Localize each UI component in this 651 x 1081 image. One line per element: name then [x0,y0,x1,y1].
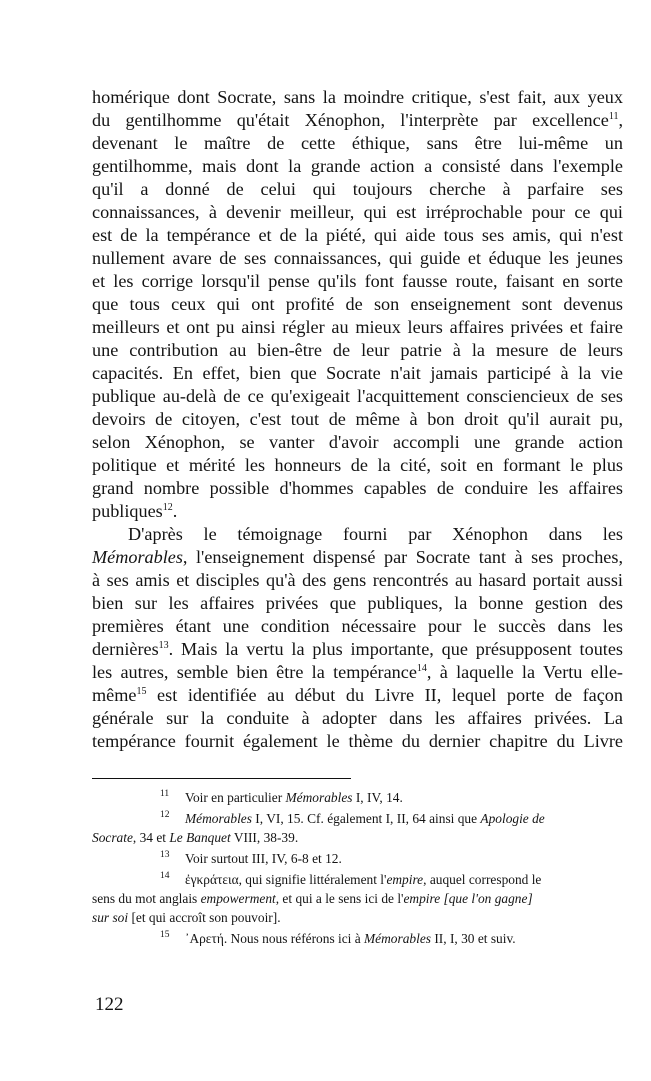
body-line: homérique dont Socrate, sans la moindre critique, s'est fait, aux yeux [92,87,623,107]
body-text [92,86,623,753]
footnote-ref-13[interactable]: 13 [158,640,169,651]
footnote-line: 15 ᾿Αρετή. Nous nous référons ici à Mémorables II, I, 30 et suiv. [92,929,623,948]
body-line: grand nombre possible d'hommes capables de conduire les affaires [92,478,623,498]
footnote-12 [92,809,623,847]
body-line: une contribution au bien-être de leur patrie à la mesure de leurs [92,340,623,360]
footnote-number: 12 [160,810,170,820]
footnote-line: 13 Voir surtout III, IV, 6-8 et 12. [92,849,623,868]
body-line: devenant le maître de cette éthique, sans être lui-même un [92,133,623,153]
paragraph-1 [92,86,623,523]
body-line: du gentilhomme qu'était Xénophon, l'interprète par excellence$^{11}$, [92,110,623,130]
footnote-line: 12 Mémorables I, VI, 15. Cf. également I, II, 64 ainsi que Apologie de [92,809,623,828]
footnote-line: sur soi [et qui accroît son pouvoir]. [92,910,281,925]
body-line: Mémorables, l'enseignement dispensé par Socrate tant à ses proches, [92,547,623,567]
footnotes [92,788,623,950]
paragraph-2 [92,523,623,753]
body-line: et les corrige lorsqu'il pense qu'ils font fausse route, faisant en sorte [92,271,623,291]
footnote-ref-12[interactable]: 12 [162,502,173,513]
footnote-number: 15 [160,930,170,940]
footnote-ref-15[interactable]: 15 [136,686,147,697]
footnote-separator [92,778,351,779]
body-line: même$^{15}$ est identifiée au début du Livre II, lequel porte de façon [92,685,623,705]
footnote-15 [92,929,623,948]
body-line: les autres, semble bien être la tempérance$^{14}$, à laquelle la Vertu elle- [92,662,623,682]
body-line: tempérance fournit également le thème du dernier chapitre du Livre [92,731,623,751]
body-line: dernières$^{13}$. Mais la vertu la plus importante, que présupposent toutes [92,639,623,659]
body-line: nullement avare de ses connaissances, qui guide et éduque les jeunes [92,248,623,268]
footnote-14 [92,870,623,927]
body-line: que tous ceux qui ont profité de son enseignement sont devenus [92,294,623,314]
footnote-ref-14[interactable]: 14 [416,663,427,674]
footnote-line: Socrate, 34 et Le Banquet VIII, 38-39. [92,830,299,845]
body-line: politique et mérité les honneurs de la cité, soit en formant le plus [92,455,623,475]
body-line: D'après le témoignage fourni par Xénophon dans les [128,524,623,544]
body-line: bien sur les affaires privées que publiques, la bonne gestion des [92,593,623,613]
body-line: meilleurs et ont pu ainsi régler au mieux leurs affaires privées et faire [92,317,623,337]
footnote-line: sens du mot anglais empowerment, et qui a le sens ici de l'empire [que l'on gagne] [92,891,533,906]
body-line: devoirs de citoyen, c'est tout de même à bon droit qu'il aurait pu, [92,409,623,429]
body-line: qu'il a donné de celui qui toujours cherche à parfaire ses [92,179,623,199]
body-line: connaissances, à devenir meilleur, qui est irréprochable pour ce qui [92,202,623,222]
footnote-line: 11 Voir en particulier Mémorables I, IV, 14. [92,788,623,807]
greek-term: ᾿Αρετή [185,931,224,946]
footnote-number: 13 [160,850,170,860]
greek-term: ἐγκράτεια [185,872,239,887]
body-line: générale sur la conduite à adopter dans les affaires privées. La [92,708,623,728]
footnote-13 [92,849,623,868]
footnote-number: 11 [160,789,170,799]
body-line: publiques$^{12}$. [92,501,178,521]
body-line: publique au-delà de ce qu'exigeait l'acquittement consciencieux de ses [92,386,623,406]
body-line: selon Xénophon, se vanter d'avoir accompli une grande action [92,432,623,452]
body-line: gentilhomme, mais dont la grande action a consisté dans l'exemple [92,156,623,176]
footnote-11 [92,788,623,807]
page-number: 122 [95,994,124,1015]
footnote-line: 14 ἐγκράτεια, qui signifie littéralement l'empire, auquel correspond le [92,870,623,889]
body-line: premières étant une condition nécessaire pour le succès dans les [92,616,623,636]
italic-title: Mémorables [92,547,183,567]
body-line: à ses amis et disciples qu'à des gens rencontrés au hasard portait aussi [92,570,623,590]
footnote-ref-11[interactable]: 11 [608,111,619,122]
body-line: capacités. En effet, bien que Socrate n'ait jamais participé à la vie [92,363,623,383]
footnote-number: 14 [160,871,170,881]
body-line: est de la tempérance et de la piété, qui aide tous ses amis, qui n'est [92,225,623,245]
